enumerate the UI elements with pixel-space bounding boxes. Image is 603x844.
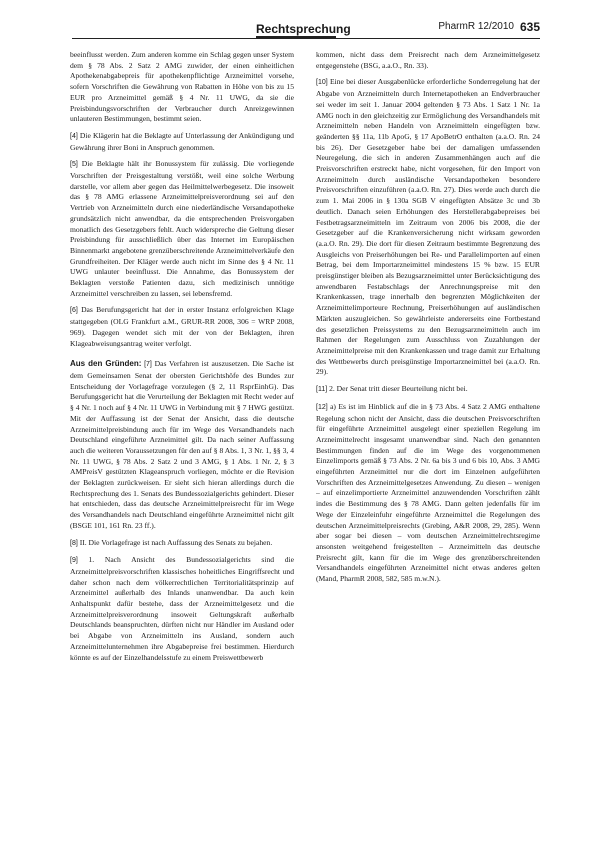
paragraph-text: Eine bei dieser Ausgabenlücke erforderliche Sonderregelung hat der Abgabe von Arzneimitteln durch Internetapotheken an Endverbraucher sei weder im seit 1. Januar 2004 geltenden § 73 Abs. 1 Satz 1 Nr. 1a AMG noch in den gleichzeitig zur Ermöglichung des Versandhandels mit Arzneimitteln neben Handeln von Arzneimitteln eingefügten bzw. geänderten §§ 11a, 11b ApoG, § 17 ApoBetrO enthalten (a.a.O. Rn. 24 bis 26). Der Gesetzgeber habe bei der damaligen umfassenden Neuregelung, die sich in anderen Zusammenhängen auch auf die Preisvorschriften erstreckt habe, nicht vorgesehen, für den Import von Arzneimitteln durch ausländische Versandapotheken besondere Preisvorschriften einzuführen (a.a.O. Rn. 27). Dies werde auch durch die zum 1. Mai 2006 in § 130a SGB V eingefügten Absätze 3c und 3b deutlich. Danach seien Erhöhungen des Herstellerabgabepreises bei Festbetragsarzneimitteln im Zeitraum von 2006 bis 2008, die der Gesetzgeber auf die Krankenversicherung nicht wirksam geworden (a.a.O. Rn. 29). Die dort für diesen Zeitraum bestimmte Begrenzung des Ausgleichs von Preiserhöhungen bei Re- und Parallelimporten auf einen Betrag, bei dem Importarzneimittel mindestens 15 % bzw. 15 EUR preisgünstiger bleiben als Bezugsarzneimittel unter Berücksichtigung des anwendbaren Festabschlags der Anrechnungspreise mit den Krankenkassen, trage innerhalb den begrenzten Möglichkeiten der Arzneimittelimporteure Rechnung, Preiserhöhungen auf ausländischen Märkten auszugleichen. So gewährleiste andererseits eine Fortbestand des gesetzlichen Preissystems zu den Bezugsarzneimitteln auch im Rahmen der Regelungen zum Ausschluss von Zuzahlungen der Arzneimittelpreise mit den Krankenkassen und trage damit zur Erhaltung des Wettbewerbs durch preisgünstige Importarzneimittel bei (a.a.O. Rn. 29). xyxy=(316,77,540,377)
left-column xyxy=(70,50,294,830)
paragraph-text: Das Verfahren ist auszusetzen. Die Sache ist dem Gemeinsamen Senat der obersten Gerichtshöfe des Bundes zur Entscheidung der Vorlagefrage vorzulegen (§ 2, 11 RsprEinhG). Das Berufungsgericht hat die Verurteilung der Beklagten mit Recht weder auf § 4 Nr. 1 noch auf § 4 Nr. 11 UWG in Verbindung mit § 7 HWG gestützt. Mit der Auffassung ist der Senat der Ansicht, dass die deutsche Arzneimittelpreisbindung auch für im Wege des Versandhandels nach Deutschland eingeführte Arzneimittel gilt. Da nach seiner Auffassung auch die weiteren Voraussetzungen für den auf § 8 Abs. 1, 3 Nr. 1, §§ 3, 4 Nr. 11 UWG, § 78 Abs. 2 Satz 2 und 3 AMG, § 1 Abs. 1 Nr. 2, § 3 AMPreisV gestützten Klageanspruch vorliegen, möchte er die Revision der Beklagten zurückweisen. Er sieht sich hieran allerdings durch die Rechtsprechung des 1. Senats des Bundessozialgerichts gehindert. Dieser hat entschieden, dass das deutsche Arzneimittelpreisrecht für im Wege des Versandhandels nach Deutschland eingeführte Arzneimittel nicht gilt (BSGE 101, 161 Rn. 23 ff.). xyxy=(70,359,294,530)
margin-number: [9] xyxy=(70,557,78,565)
margin-number: [11] xyxy=(316,386,328,394)
rubric-underline xyxy=(256,36,336,39)
paragraph xyxy=(316,402,540,585)
margin-number: [12] xyxy=(316,403,328,411)
paragraph-text: Die Klägerin hat die Beklagte auf Unterlassung der Ankündigung und Gewährung ihrer Boni in Anspruch genommen. xyxy=(70,130,294,152)
paragraph-text: Das Berufungsgericht hat der in erster Instanz erfolgreichen Klage stattgegeben (OLG Frankfurt a.M., GRUR-RR 2008, 306 = WRP 2008, 969). Dagegen wendet sich mit der von der Beklagten, ihren Klageabweisungsantrag weiter verfolgt. xyxy=(70,305,294,348)
right-column xyxy=(316,50,540,830)
paragraph xyxy=(70,555,294,663)
margin-number: [10] xyxy=(316,79,328,87)
paragraph xyxy=(316,384,540,396)
margin-number: [8] xyxy=(70,539,78,547)
paragraph-text: beeinflusst werden. Zum anderen komme ein Schlag gegen unser System dem § 78 Abs. 2 Satz 2 AMG zuwider, der einen einheitlichen Apothekenabgabepreis für apothekenpflichtige Arzneimittel vorsehe, sofern Vorschriften die Gewährung von Rabatten in Höhe von bis zu 15 EUR pro Arzneimittel gemäß § 4 Nr. 11 UWG, da sie die Preisbindungsvorschriften der Verbraucher durch Anreizgewinnen unlauteren Bestimmungen, bestimmt seien. xyxy=(70,50,294,124)
paragraph xyxy=(316,77,540,378)
margin-number: [7] xyxy=(144,361,152,369)
paragraph xyxy=(70,359,294,531)
paragraph-text: Die Beklagte hält ihr Bonussystem für zulässig. Die vorliegende Vorschriften der Preisgestaltung verstößt, weil eine solche Werbung darstelle, vor allem aber gegen das Heilmittelwerbegesetz. Die insoweit das § 78 AMG erlassene Arzneimittelpreisverordnung sei auf den Vertrieb von Arzneimitteln durch eine niederländische Versandapotheke grundsätzlich nicht anwendbar, da die entsprechenden Preisvorgaben monatlich des Gesetzgebers fehlt. Auch widerspreche die Geltung dieser Preisbindung für ausschließlich über das Internet im Europäischen Binnenmarkt angebotene grenzüberschreitende Arzneimittelverkäufe den Grundfreiheiten. Der Kläger werde auch nicht im Sinne des § 4 Nr. 11 UWG unlauter beeinflusst. Die Annahme, das Bonussystem der Beklagten verstoße Patienten dazu, sich medizinisch unnötige Arzneimittel verschreiben zu lassen, sei lebensfremd. xyxy=(70,159,294,298)
paragraph xyxy=(70,131,294,153)
margin-number: [5] xyxy=(70,161,78,169)
paragraph xyxy=(70,538,294,550)
paragraph xyxy=(70,159,294,299)
margin-number: [4] xyxy=(70,132,78,140)
page-number: 635 xyxy=(519,20,540,34)
paragraph-text: 2. Der Senat tritt dieser Beurteilung nicht bei. xyxy=(329,384,468,394)
journal-citation: PharmR 12/2010 xyxy=(438,21,514,32)
section-rubric: Rechtsprechung xyxy=(256,22,351,36)
paragraph xyxy=(316,50,540,71)
section-lead: Aus den Gründen: xyxy=(70,359,142,369)
paragraph-text: a) Es ist im Hinblick auf die in § 73 Abs. 4 Satz 2 AMG enthaltene Regelung schon nicht der Ansicht, dass die deutschen Preisvorschriften für eingeführte Arzneimittel ausgelegt einer speziellen Regelung im Arzneimittelrecht insgesamt unanwendbar sind. Nach den genannten Bestimmungen finden auf die im Wege des vorgenommenen Einzelimports gemäß § 73 Abs. 2 Nr. 6a bis 3 und 6 bis 10, Abs. 3 AMG eingeführten Arzneimittel nur die dort im Einzelnen aufgeführten Vorschriften des Arzneimittelgesetzes Anwendung. Zu diesen – wenigen – auf einzelimportierte Arzneimittel anzuwendenden Vorschriften zählt indes die Bestimmung des § 78 AMG. Dann gelten jedenfalls für im Wege der Einzeleinfuhr eingeführte Arzneimittel die Regelungen des deutschen Arzneimittelpreisrechts (Grebing, A&R 2008, 29, 285). Wenn aber sogar bei diesen – vom deutschen Arzneimittelrechtsregime ansonsten weitgehend freigestellten – Arzneimitteln das deutsche Preisrecht gilt, kann für die im Wege des grenzüberschreitenden Versandhandels eingeführten Arzneimittel nicht etwas anderes gelten (Mand, PharmR 2008, 582, 585 m.w.N.). xyxy=(316,401,540,584)
paragraph xyxy=(70,305,294,349)
margin-number: [6] xyxy=(70,307,78,315)
paragraph xyxy=(70,50,294,125)
paragraph-text: 1. Nach Ansicht des Bundessozialgerichts sind die Arzneimittelpreisvorschriften klassisches hoheitliches Eingriffsrecht und daher schon nach dem völkerrechtlichen Territorialitätsprinzip auf Arzneimittel außerhalb des Inlands unanwendbar. Da auch kein Anhaltspunkt dafür bestehe, dass der Arzneimittelgesetz und die Arzneimittelpreisverordnung insoweit Geltungskraft außerhalb Deutschlands beanspruchten, dürften nicht nur Händler im Ausland oder bei Abgabe von Arzneimitteln ins Ausland, sondern auch Arzneimittelunternehmen ihre Abgabepreise frei bestimmen. Hierdurch könnte es auf der Einzelhandelsstufe zu einem Preiswettbewerb xyxy=(70,555,294,662)
page-header xyxy=(72,16,540,44)
paragraph-text: kommen, nicht dass dem Preisrecht nach dem Arzneimittelgesetz entgegenstehe (BSG, a.a.O., Rn. 33). xyxy=(316,50,540,70)
paragraph-text: II. Die Vorlagefrage ist nach Auffassung des Senats zu bejahen. xyxy=(79,537,273,547)
